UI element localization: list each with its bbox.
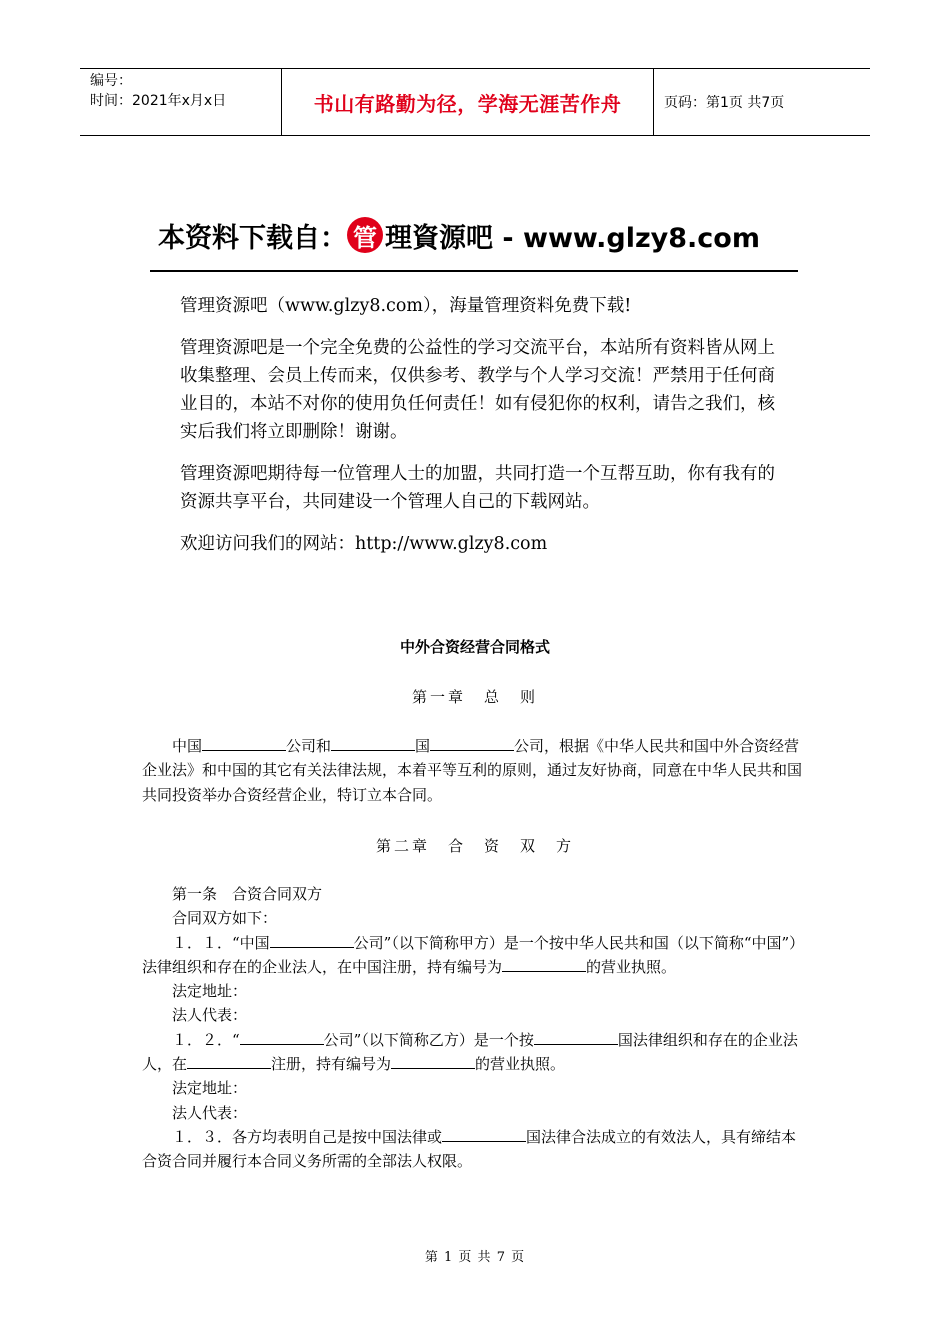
- header-meta: [80, 69, 282, 135]
- intro-website: 欢迎访问我们的网站：http://www.glzy8.com: [180, 534, 548, 554]
- header-page-info: 页码：第1页 共7页: [664, 95, 785, 111]
- text-fragment: 的营业执照。: [475, 1055, 566, 1074]
- text-fragment: １．１．“中国: [172, 933, 270, 952]
- chapter-2-body: [142, 882, 810, 1174]
- header-motto: 书山有路勤为径，学海无涯苦作舟: [282, 69, 654, 135]
- blank-line: [534, 1030, 618, 1045]
- text-fragment: 公司，根据《中华人民共和国中外合资经营企业法》和中国的其它有关法律法规，本着平等互利的原则，通过友好协商，同意在中华人民共和国共同投资举办合资经营企业，特订立本合同。: [142, 737, 803, 804]
- text-fragment: 国法律组织和存在的企业法人，在: [142, 1030, 798, 1074]
- text-fragment: 的营业执照。: [586, 957, 677, 976]
- item-1-3: [142, 1125, 810, 1174]
- item-1-2: [142, 1028, 810, 1077]
- text-fragment: 中国: [172, 737, 203, 755]
- party-b-address: 法定地址：: [172, 1079, 248, 1098]
- party-b-representative: 法人代表：: [172, 1103, 248, 1122]
- text-fragment: 公司和: [286, 737, 332, 755]
- text-fragment: 公司”（以下简称甲方）是一个按中华人民共和国（以下简称“中国”）法律组织和存在的企业法人，在中国注册，持有编号为: [142, 933, 805, 976]
- blank-line: [187, 1054, 271, 1069]
- blank-line: [331, 736, 415, 751]
- intro-block: [180, 292, 780, 570]
- party-a-representative: 法人代表：: [172, 1006, 248, 1025]
- banner-divider: [150, 270, 798, 272]
- chapter-2-heading: 第二章 合 资 双 方: [375, 837, 574, 855]
- page-footer: 第 1 页 共 7 页: [424, 1250, 526, 1265]
- blank-line: [202, 736, 286, 751]
- text-fragment: 国: [415, 737, 431, 755]
- party-a-address: 法定地址：: [172, 982, 248, 1001]
- text-fragment: １．３．各方均表明自己是按中国法律或: [172, 1127, 443, 1146]
- text-fragment: 国法律合法成立的有效法人，具有缔结本合资合同并履行本合同义务所需的全部法人权限。: [142, 1127, 797, 1171]
- chapter-1-body: [142, 734, 810, 807]
- download-banner: [158, 212, 798, 258]
- blank-line: [240, 1030, 324, 1045]
- intro-paragraph-3: 管理资源吧期待每一位管理人士的加盟，共同打造一个互帮互助，你有我有的资源共享平台，共同建设一个管理人自己的下载网站。: [180, 464, 775, 512]
- banner-prefix: 本资料下载自：: [158, 222, 347, 254]
- document-header: [80, 68, 870, 136]
- article-1-title: 第一条 合资合同双方: [172, 885, 323, 903]
- intro-line-1: 管理资源吧（www.glzy8.com），海量管理资料免费下载!: [180, 296, 632, 316]
- text-fragment: 公司”（以下简称乙方）是一个按: [323, 1030, 534, 1049]
- text-fragment: １．２．“: [172, 1030, 240, 1049]
- blank-line: [270, 933, 354, 948]
- header-number: 编号：: [90, 73, 132, 89]
- article-1-intro: 合同双方如下：: [172, 909, 278, 928]
- chapter-1-heading: 第一章 总 则: [411, 688, 538, 706]
- blank-line: [391, 1054, 475, 1069]
- contract-title: 中外合资经营合同格式: [399, 638, 550, 656]
- logo-badge-icon: 管: [347, 217, 383, 253]
- header-time: 时间：2021年x月x日: [90, 93, 227, 109]
- blank-line: [502, 957, 586, 972]
- blank-line: [430, 736, 514, 751]
- chapter-1-paragraph: [142, 734, 810, 807]
- banner-suffix: 理資源吧 - www.glzy8.com: [385, 222, 760, 254]
- item-1-1: [142, 931, 810, 980]
- blank-line: [442, 1127, 526, 1142]
- text-fragment: 注册，持有编号为: [271, 1055, 392, 1074]
- intro-paragraph-2: 管理资源吧是一个完全免费的公益性的学习交流平台，本站所有资料皆从网上收集整理、会员上传而来，仅供参考、教学与个人学习交流！严禁用于任何商业目的，本站不对你的使用负任何责任！如有侵犯你的权利，请告之我们，核实后我们将立即删除！谢谢。: [180, 338, 775, 442]
